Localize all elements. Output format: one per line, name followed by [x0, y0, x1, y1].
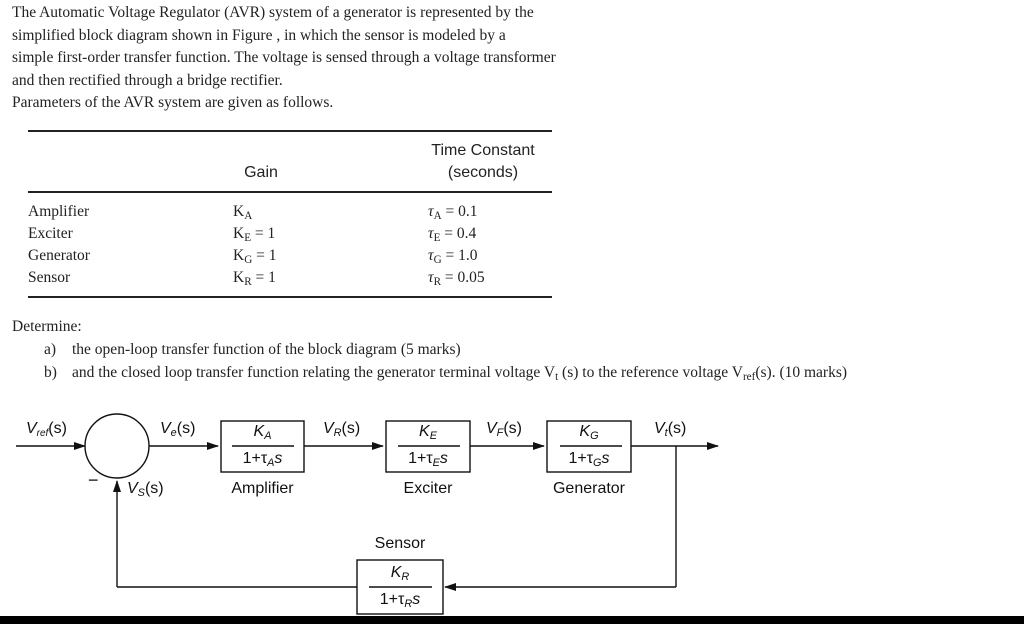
row-name: Amplifier	[28, 203, 90, 220]
bottom-edge-bar	[0, 616, 1024, 624]
row-gain: $K_G = 1$	[233, 247, 277, 266]
row-name: Exciter	[28, 225, 73, 242]
vref-label: Vref(s)	[26, 420, 67, 439]
summing-junction	[85, 414, 149, 478]
row-time-constant: $\tau_E = 0.4$	[428, 225, 477, 244]
question-a-text: the open-loop transfer function of the block diagram (5 marks)	[72, 341, 461, 358]
intro-line: and then rectified through a bridge rectifier.	[12, 71, 283, 89]
vr-label: VR(s)	[323, 420, 361, 440]
time-constant-header: Time Constant	[431, 142, 535, 159]
question-b-label: b)	[44, 364, 57, 381]
generator-denominator: 1+τGs	[568, 450, 610, 470]
exciter-label: Exciter	[403, 480, 453, 497]
question-a-label: a)	[44, 341, 57, 358]
amplifier-numerator: KA	[253, 423, 272, 443]
exciter-numerator: KE	[419, 423, 437, 443]
question-a	[44, 341, 461, 359]
row-gain: $K_A$	[233, 203, 253, 222]
ve-label: Ve(s)	[160, 420, 196, 440]
vf-label: VF(s)	[486, 420, 522, 440]
sensor-label: Sensor	[374, 535, 426, 552]
table-bottom-rule	[28, 296, 552, 298]
row-gain: $K_R = 1$	[233, 269, 276, 288]
table-row	[28, 247, 552, 269]
row-gain: $K_E = 1$	[233, 225, 276, 244]
params-intro: Parameters of the AVR system are given as follows.	[12, 94, 334, 111]
question-b-text: and the closed loop transfer function relating the generator terminal voltage $V_t$ (s) to the reference voltage $V_{ref}(s)$. (10 marks)	[72, 364, 848, 383]
question-b	[44, 364, 847, 383]
generator-numerator: KG	[579, 423, 599, 443]
row-time-constant: $\tau_A = 0.1$	[428, 203, 478, 222]
table-row	[28, 203, 552, 225]
amplifier-denominator: 1+τAs	[242, 450, 283, 470]
table-row	[28, 225, 552, 247]
intro-line: simplified block diagram shown in Figure , in which the sensor is modeled by a	[12, 26, 506, 44]
table-header-rule	[28, 191, 552, 193]
row-name: Sensor	[28, 269, 71, 286]
vt-label: Vt(s)	[654, 420, 687, 440]
minus-sign: −	[88, 470, 99, 490]
determine-heading: Determine:	[12, 318, 82, 335]
row-time-constant: $\tau_G = 1.0$	[428, 247, 478, 266]
row-time-constant: $\tau_R = 0.05$	[428, 269, 485, 288]
intro-line: simple first-order transfer function. The voltage is sensed through a voltage transformer	[12, 49, 556, 66]
row-name: Generator	[28, 247, 90, 264]
amplifier-label: Amplifier	[231, 480, 294, 497]
intro-line: The Automatic Voltage Regulator (AVR) system of a generator is represented by the	[12, 4, 534, 21]
table-top-rule	[28, 130, 552, 132]
generator-label: Generator	[552, 480, 626, 497]
sensor-denominator: 1+τRs	[379, 591, 421, 611]
time-constant-unit: (seconds)	[447, 164, 519, 181]
gain-header: Gain	[244, 164, 278, 181]
sensor-numerator: KR	[390, 564, 410, 584]
exciter-denominator: 1+τEs	[408, 450, 448, 470]
vs-label: VS(s)	[127, 480, 164, 500]
table-row	[28, 269, 552, 291]
intro-paragraph	[12, 2, 672, 115]
avr-block-diagram	[0, 400, 1024, 624]
